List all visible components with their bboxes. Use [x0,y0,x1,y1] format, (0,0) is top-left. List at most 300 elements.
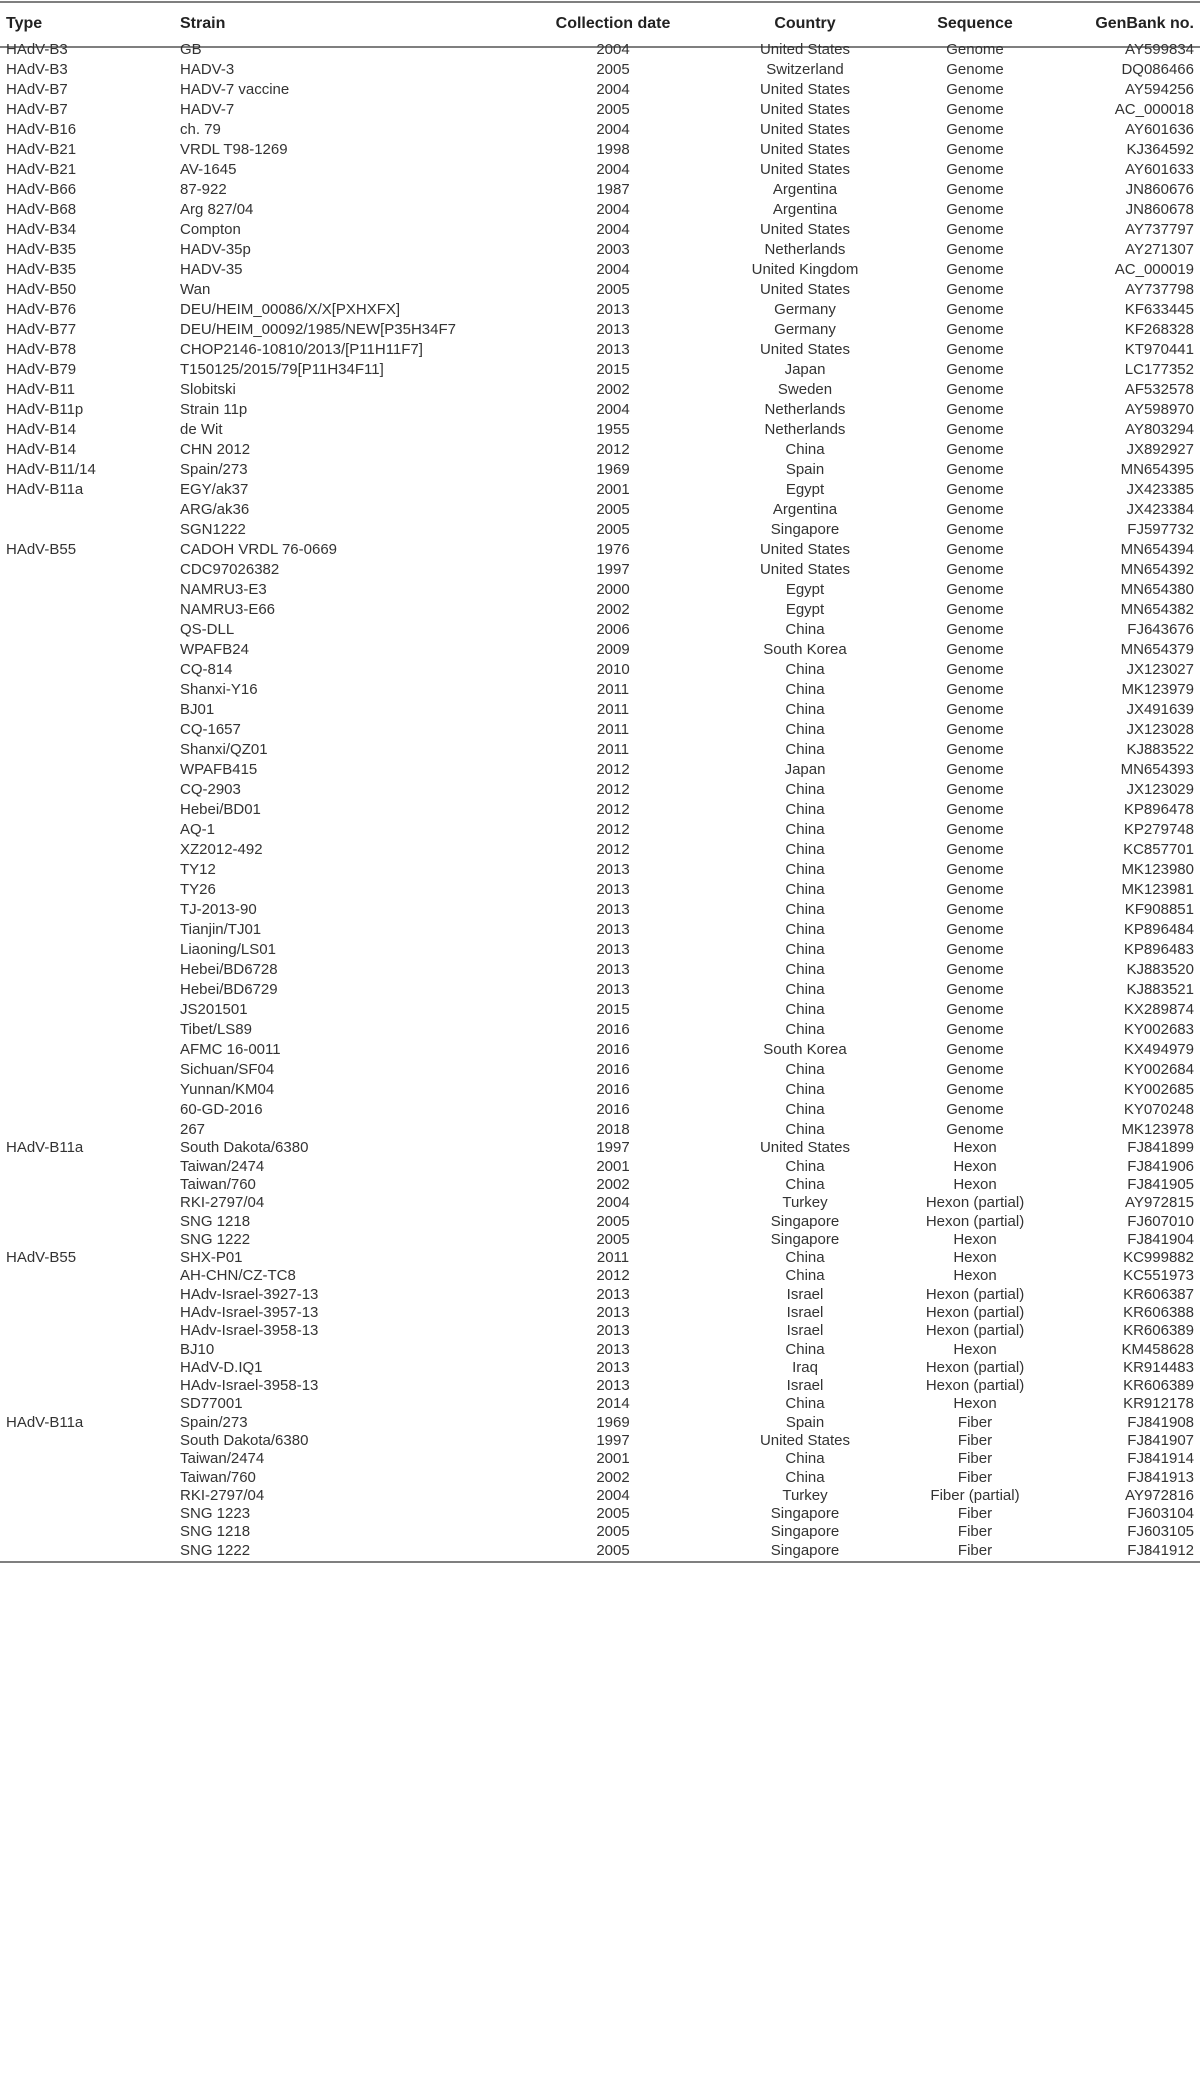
type-cell [6,719,176,739]
sequence-cell: Genome [946,280,1004,298]
table-row [0,1450,1200,1468]
table-row [0,959,1200,979]
table-row [0,1413,1200,1431]
collection-date-cell: 2005 [596,1523,630,1541]
collection-date-cell: 2005 [596,500,630,518]
country-cell: China [785,1020,825,1038]
table-row [0,459,1200,479]
strain-cell: T150125/2015/79[P11H34F11] [180,360,384,378]
collection-date-cell: 2005 [596,520,630,538]
table-row [0,1523,1200,1541]
country-cell: China [785,1340,825,1358]
strain-cell: TY26 [180,880,216,898]
strain-cell: BJ01 [180,700,215,718]
sequence-cell: Genome [946,640,1004,658]
collection-date-cell: 2011 [596,1249,630,1267]
sequence-cell: Genome [946,880,1004,898]
type-cell [6,1377,176,1395]
genbank-cell: KP896484 [1123,920,1194,938]
type-cell [6,939,176,959]
genbank-cell: KR606389 [1123,1322,1194,1340]
table-row [0,119,1200,139]
table-row [0,239,1200,259]
genbank-cell: KF633445 [1124,300,1194,318]
collection-date-cell: 2013 [596,900,630,918]
strain-cell: HADV-7 vaccine [180,80,290,98]
sequence-cell: Genome [946,580,1004,598]
table-row [0,1267,1200,1285]
strain-cell: Taiwan/760 [180,1176,256,1194]
country-cell: United States [759,100,851,118]
collection-date-cell: 2014 [596,1395,630,1413]
strain-cell: SNG 1218 [180,1212,251,1230]
table-row [0,379,1200,399]
strain-cell: Hebei/BD6728 [180,960,278,978]
country-cell: Singapore [770,1212,840,1230]
genbank-cell: KC551973 [1123,1267,1194,1285]
strain-cell: Hebei/BD01 [180,800,261,818]
country-cell: Turkey [782,1194,828,1212]
type-cell [6,879,176,899]
sequence-cell: Genome [946,80,1004,98]
genbank-cell: FJ841906 [1127,1157,1194,1175]
country-cell: United States [759,140,851,158]
type-cell: HAdV-B66 [6,180,77,198]
sequence-cell: Fiber [957,1523,993,1541]
sequence-cell: Genome [946,660,1004,678]
sequence-cell: Genome [946,820,1004,838]
country-cell: Singapore [770,520,840,538]
sequence-cell: Genome [946,320,1004,338]
genbank-cell: JX423385 [1126,480,1194,498]
sequence-cell: Genome [946,620,1004,638]
genbank-cell: KC999882 [1123,1249,1194,1267]
sequence-cell: Genome [946,380,1004,398]
country-cell: Israel [786,1304,824,1321]
genbank-cell: KY002683 [1123,1020,1194,1038]
collection-date-cell: 2013 [596,300,630,318]
sequence-cell: Genome [946,340,1004,358]
strain-cell: HADV-7 [180,100,235,118]
country-cell: Argentina [772,200,838,218]
collection-date-cell: 1969 [596,1413,630,1431]
table-row [0,539,1200,559]
table-row [0,279,1200,299]
type-cell [6,779,176,799]
collection-date-cell: 1997 [596,560,630,578]
country-cell: China [785,780,825,798]
table-row [0,499,1200,519]
type-cell [6,639,176,659]
table-row [0,79,1200,99]
collection-date-cell: 2011 [596,740,630,758]
collection-date-cell: 2003 [596,240,630,258]
collection-date-cell: 2000 [596,580,630,598]
type-cell: HAdV-B11a [6,1139,84,1157]
collection-date-cell: 2013 [596,1304,630,1321]
strain-cell: 60-GD-2016 [180,1100,263,1118]
collection-date-cell: 2004 [596,400,630,418]
genbank-cell: KJ883522 [1126,740,1194,758]
strain-cell: Shanxi/QZ01 [180,740,268,758]
sequence-cell: Hexon [953,1340,997,1358]
header-type: Type [6,15,43,32]
type-cell [6,959,176,979]
sequence-cell: Genome [946,1020,1004,1038]
strain-cell: SNG 1218 [180,1523,251,1541]
collection-date-cell: 2013 [596,860,630,878]
table-row [0,1486,1200,1504]
strain-cell: XZ2012-492 [180,840,263,858]
table-row [0,1358,1200,1376]
country-cell: China [785,1249,825,1267]
collection-date-cell: 2012 [596,800,630,818]
table-row [0,1059,1200,1079]
strain-cell: CQ-2903 [180,780,241,798]
genbank-cell: KF908851 [1124,900,1194,918]
sequence-cell: Genome [946,60,1004,78]
table-row [0,759,1200,779]
strain-cell: CQ-814 [180,660,233,678]
strain-cell: SD77001 [180,1395,243,1413]
country-cell: Sweden [777,380,833,398]
table-row [0,1541,1200,1559]
collection-date-cell: 2004 [596,1486,630,1504]
strain-cell: Taiwan/760 [180,1468,256,1486]
type-cell [6,579,176,599]
type-cell [6,599,176,619]
country-cell: Egypt [785,480,825,498]
type-cell: HAdV-B14 [6,440,77,458]
type-cell [6,1267,176,1285]
genbank-cell: AY972815 [1125,1194,1194,1212]
country-cell: Argentina [772,500,838,518]
type-cell [6,819,176,839]
table-row [0,419,1200,439]
type-cell [6,1468,176,1486]
strain-cell: Arg 827/04 [180,200,254,218]
strain-cell: CHN 2012 [180,440,251,458]
country-cell: United States [759,160,851,178]
genbank-cell: AC_000018 [1114,100,1194,118]
sequence-cell: Hexon [953,1139,997,1157]
type-cell: HAdV-B76 [6,300,77,318]
table-row [0,39,1200,59]
sequence-cell: Hexon (partial) [925,1212,1025,1230]
genbank-cell: AF532578 [1124,380,1194,398]
genbank-cell: KY002684 [1123,1060,1194,1078]
strain-cell: Liaoning/LS01 [180,940,276,958]
strain-cell: WPAFB415 [180,760,258,778]
table-row [0,359,1200,379]
genbank-cell: MN654380 [1120,580,1194,598]
type-cell: HAdV-B77 [6,320,77,338]
sequence-cell: Genome [946,120,1004,138]
table-row [0,919,1200,939]
strain-cell: CDC97026382 [180,560,280,578]
genbank-cell: MK123979 [1121,680,1194,698]
header-country: Country [774,15,836,32]
type-cell [6,759,176,779]
sequence-cell: Genome [946,980,1004,998]
strain-cell: SGN1222 [180,520,246,538]
table-row [0,1175,1200,1193]
country-cell: United States [759,540,851,558]
strain-cell: 267 [180,1120,206,1138]
strain-cell: HAdV-D.IQ1 [180,1358,263,1376]
genbank-cell: FJ841904 [1127,1230,1194,1248]
country-cell: China [785,900,825,918]
table-row [0,1468,1200,1486]
strain-cell: Sichuan/SF04 [180,1060,275,1078]
country-cell: China [785,720,825,738]
country-cell: China [785,800,825,818]
sequence-cell: Genome [946,560,1004,578]
sequence-cell: Hexon (partial) [925,1304,1025,1321]
genbank-cell: MN654392 [1120,560,1194,578]
sequence-cell: Genome [946,960,1004,978]
sequence-cell: Genome [946,920,1004,938]
table-row [0,1249,1200,1267]
collection-date-cell: 2005 [596,280,630,298]
type-cell [6,1175,176,1193]
country-cell: Netherlands [764,240,846,258]
collection-date-cell: 2013 [596,920,630,938]
collection-date-cell: 2013 [596,320,630,338]
genbank-cell: FJ841899 [1127,1139,1194,1157]
strain-cell: NAMRU3-E66 [180,600,276,618]
country-cell: China [785,840,825,858]
genbank-cell: MN654379 [1120,640,1194,658]
strain-cell: Compton [180,220,241,238]
type-cell [6,999,176,1019]
sequence-cell: Hexon (partial) [925,1322,1025,1340]
type-cell [6,1431,176,1449]
country-cell: China [785,620,825,638]
collection-date-cell: 1987 [596,180,630,198]
sequence-cell: Fiber [957,1505,993,1523]
type-cell: HAdV-B11 [6,380,75,398]
country-cell: China [785,1267,825,1285]
strain-cell: GB [180,40,202,58]
collection-date-cell: 2013 [596,1377,630,1395]
collection-date-cell: 2004 [596,160,630,178]
country-cell: China [785,960,825,978]
type-cell [6,1157,176,1175]
strain-cell: AQ-1 [180,820,216,838]
table-row [0,199,1200,219]
genbank-cell: KP896483 [1123,940,1194,958]
country-cell: Egypt [785,580,825,598]
strain-cell: Hebei/BD6729 [180,980,278,998]
sequence-cell: Genome [946,1120,1004,1138]
type-cell: HAdV-B78 [6,340,77,358]
bottom-rule [0,1561,1200,1563]
country-cell: China [785,820,825,838]
sequence-cell: Genome [946,680,1004,698]
table-row [0,1079,1200,1099]
strain-cell: Yunnan/KM04 [180,1080,275,1098]
collection-date-cell: 2004 [596,200,630,218]
type-cell [6,559,176,579]
strain-cell: AH-CHN/CZ-TC8 [180,1267,296,1285]
collection-date-cell: 2018 [596,1120,630,1138]
collection-date-cell: 2012 [596,780,630,798]
genbank-cell: FJ603105 [1127,1523,1194,1541]
type-cell [6,1019,176,1039]
genbank-cell: JX423384 [1126,500,1194,518]
type-cell: HAdV-B68 [6,200,77,218]
table-row [0,259,1200,279]
type-cell: HAdV-B11a [6,480,84,498]
sequence-cell: Genome [946,940,1004,958]
country-cell: China [785,920,825,938]
sequence-cell: Fiber [957,1413,993,1431]
country-cell: Iraq [792,1358,818,1376]
strain-cell: ARG/ak36 [180,500,250,518]
table-row [0,479,1200,499]
sequence-cell: Genome [946,860,1004,878]
collection-date-cell: 2012 [596,760,630,778]
strain-cell: HAdv-Israel-3958-13 [180,1322,319,1340]
country-cell: China [785,440,825,458]
table-row [0,159,1200,179]
sequence-cell: Hexon (partial) [925,1194,1025,1212]
type-cell [6,1322,176,1340]
genbank-cell: MN654395 [1120,460,1194,478]
collection-date-cell: 2013 [596,940,630,958]
table-row [0,319,1200,339]
country-cell: China [785,940,825,958]
strain-cell: DEU/HEIM_00086/X/X[PXHXFX] [180,300,401,318]
genbank-cell: AY972816 [1125,1486,1194,1504]
sequence-cell: Genome [946,1080,1004,1098]
collection-date-cell: 2004 [596,80,630,98]
collection-date-cell: 2011 [596,700,630,718]
table-row [0,659,1200,679]
country-cell: Singapore [770,1505,840,1523]
country-cell: Japan [784,760,826,778]
sequence-cell: Fiber [957,1541,993,1559]
sequence-cell: Genome [946,1060,1004,1078]
genbank-cell: KR606389 [1123,1377,1194,1395]
table-row [0,699,1200,719]
type-cell [6,1486,176,1504]
collection-date-cell: 2016 [596,1020,630,1038]
type-cell [6,1450,176,1468]
type-cell [6,899,176,919]
table-row [0,519,1200,539]
genbank-cell: JX892927 [1126,440,1194,458]
collection-date-cell: 2016 [596,1100,630,1118]
strain-cell: CQ-1657 [180,720,241,738]
collection-date-cell: 2013 [596,880,630,898]
genbank-cell: KC857701 [1123,840,1194,858]
type-cell: HAdV-B11a [6,1413,84,1431]
country-cell: China [785,1157,825,1175]
collection-date-cell: 2002 [596,600,630,618]
genbank-cell: JX123029 [1126,780,1194,798]
genbank-cell: KJ364592 [1126,140,1194,158]
sequence-cell: Genome [946,600,1004,618]
collection-date-cell: 2004 [596,1194,630,1212]
table-row [0,1322,1200,1340]
type-cell [6,1212,176,1230]
genbank-cell: KR912178 [1123,1395,1194,1413]
genbank-cell: JN860676 [1125,180,1194,198]
type-cell [6,919,176,939]
strain-cell: Spain/273 [180,460,248,478]
country-cell: Spain [785,1413,825,1431]
genbank-cell: FJ841912 [1127,1541,1194,1559]
collection-date-cell: 2004 [596,220,630,238]
country-cell: China [785,880,825,898]
collection-date-cell: 2016 [596,1040,630,1058]
collection-date-cell: 2001 [596,480,630,498]
type-cell: HAdV-B35 [6,260,77,278]
collection-date-cell: 2001 [596,1450,630,1468]
sequence-cell: Genome [946,360,1004,378]
table-row [0,679,1200,699]
sequence-cell: Hexon (partial) [925,1358,1025,1376]
strain-cell: HADV-35 [180,260,243,278]
type-cell: HAdV-B55 [6,540,77,558]
strain-cell: SNG 1222 [180,1541,251,1559]
type-cell [6,1358,176,1376]
collection-date-cell: 2004 [596,260,630,278]
sequence-cell: Genome [946,1000,1004,1018]
type-cell [6,1194,176,1212]
genbank-cell: MK123978 [1121,1120,1194,1138]
strain-cell: TJ-2013-90 [180,900,257,918]
table-row [0,1285,1200,1303]
collection-date-cell: 2013 [596,1358,630,1376]
strain-cell: Wan [180,280,211,298]
type-cell [6,1039,176,1059]
type-cell [6,1230,176,1248]
country-cell: China [785,1100,825,1118]
collection-date-cell: 2012 [596,840,630,858]
table-row [0,59,1200,79]
type-cell [6,1079,176,1099]
type-cell [6,1340,176,1358]
strain-cell: HAdv-Israel-3958-13 [180,1377,319,1395]
sequence-cell: Genome [946,840,1004,858]
sequence-cell: Genome [946,420,1004,438]
collection-date-cell: 2013 [596,1322,630,1340]
collection-date-cell: 2011 [596,680,630,698]
type-cell: HAdV-B3 [6,40,68,58]
genbank-cell: JN860678 [1125,200,1194,218]
country-cell: China [785,700,825,718]
sequence-cell: Hexon [953,1176,997,1194]
sequence-cell: Genome [946,800,1004,818]
genbank-cell: LC177352 [1124,360,1194,378]
table-row [0,999,1200,1019]
strain-cell: Spain/273 [180,1413,248,1431]
type-cell [6,1395,176,1413]
table-row [0,1377,1200,1395]
table-row [0,719,1200,739]
type-cell: HAdV-B55 [6,1249,77,1267]
genbank-cell: AY601633 [1125,160,1194,178]
type-cell [6,1541,176,1559]
genbank-cell: JX123028 [1126,720,1194,738]
country-cell: Singapore [770,1230,840,1248]
strain-cell: SHX-P01 [180,1249,243,1267]
collection-date-cell: 2011 [596,720,630,738]
table-row [0,779,1200,799]
